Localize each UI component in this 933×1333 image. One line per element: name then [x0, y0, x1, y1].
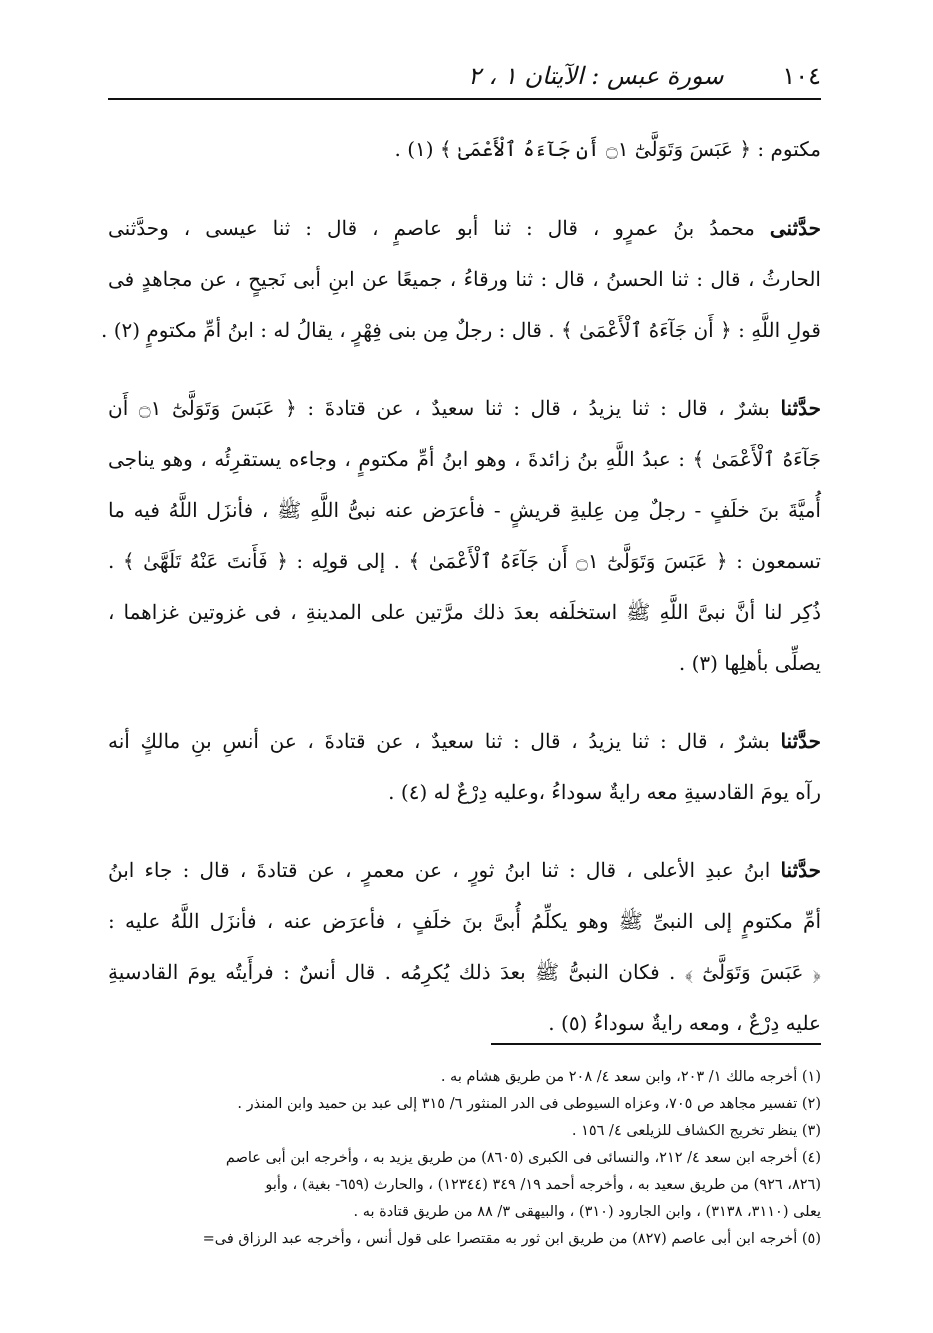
footnote-line: (٤) أخرجه ابن سعد ٤/ ٢١٢، والنسائى فى الكبرى (٨٦٠٥) من طريق يزيد به ، وأخرجه ابن أبى عاصم — [225, 1150, 821, 1166]
text-line — [108, 203, 821, 254]
header-rule — [108, 98, 821, 100]
isnad-word: حدَّثنا — [780, 858, 821, 882]
paragraph-3 — [108, 383, 821, 689]
page-header — [108, 56, 821, 96]
text-line: جَآءَهُ ٱلْأَعْمَىٰ ﴾ : عبدُ اللَّهِ بنُ زائدةَ ، وهو ابنُ أمِّ مكتومٍ ، وجاءه يستقرِئُه ، وهو يناجى — [108, 447, 821, 471]
footnote-line: (٨٢٦، ٩٢٦) من طريق سعيد به ، وأخرجه أحمد ١٩/ ٣٤٩ (١٢٣٤٤) ، والحارث (٦٥٩- بغية) ، وأبو — [265, 1177, 821, 1193]
footnote-line: يعلى (٣١١٠، ٣١٣٨) ، وابن الجارود (٣١٠) ، والبيهقى ٣/ ٨٨ من طريق قتادة به . — [353, 1204, 821, 1220]
text-line: عليه دِرْعٌ ، ومعه رايةٌ سوداءُ (٥) . — [548, 1011, 821, 1035]
main-text — [100, 124, 821, 1076]
paragraph-1 — [108, 124, 821, 175]
page-number: ١٠٤ — [782, 62, 821, 90]
text-line: أمِّ مكتومٍ إلى النبىِّ ﷺ وهو يكلِّمُ أُبىَّ بنَ خلَفٍ ، فأعرَض عنه ، فأنزَل اللَّهُ عليه : — [108, 909, 821, 933]
paragraph-5 — [108, 845, 821, 1049]
text-run: بشرٌ ، قال : ثنا يزيدُ ، قال : ثنا سعيدٌ ، عن قتادةَ : ﴿ عَبَسَ وَتَوَلَّىٰٓ ۝١ أَن — [108, 396, 781, 420]
footnote-line: (٢) تفسير مجاهد ص ٧٠٥، وعزاه السيوطى فى الدر المنثور ٦/ ٣١٥ إلى عبد بن حميد وابن المنذر . — [237, 1096, 821, 1112]
running-title: سورة عبس : الآيتان ١ ، ٢ — [468, 62, 724, 90]
text-line: الحارثُ ، قال : ثنا الحسنُ ، قال : ثنا ورقاءُ ، جميعًا عن ابنِ أبى نَجيحٍ ، عن مجاهدٍ فى — [108, 267, 821, 291]
text-line: ﴿ عَبَسَ وَتَوَلَّىٰٓ ﴾ . فكان النبىُّ ﷺ بعدَ ذلك يُكرِمُه . قال أنسٌ : فرأَيتُه يومَ القادسيةِ — [108, 960, 821, 984]
footnote-line: (١) أخرجه مالك ١/ ٢٠٣، وابن سعد ٤/ ٢٠٨ من طريق هشام به . — [440, 1069, 821, 1085]
text-line: يصلِّى بأهلِها (٣) . — [678, 651, 821, 675]
footnote-separator — [491, 1043, 821, 1045]
text-line: ذُكِر لنا أنَّ نبىَّ اللَّهِ ﷺ استخلَفه بعدَ ذلك مرَّتين على المدينةِ ، فى غزوتين غزاهما ، — [108, 600, 821, 624]
footnotes — [108, 1064, 821, 1253]
footnote-line: (٥) أخرجه ابن أبى عاصم (٨٢٧) من طريق ابن ثور به مقتصرا على قول أنس ، وأخرجه عبد الرزاق فى= — [202, 1231, 821, 1247]
isnad-word: حدَّثنا — [780, 729, 821, 753]
paragraph-4 — [108, 716, 821, 818]
text-line — [108, 845, 821, 896]
text-line: مكتوم : ﴿ عَبَسَ وَتَوَلَّىٰٓ ۝١ أَن جَآءَهُ ٱلْأَعْمَىٰ ﴾ (١) . — [394, 137, 821, 161]
text-line: تسمعون : ﴿ عَبَسَ وَتَوَلَّىٰٓ ۝١ أَن جَآءَهُ ٱلْأَعْمَىٰ ﴾ . إلى قولِه : ﴿ فَأَنتَ عَنْهُ تَلَهَّىٰ ﴾ . — [108, 549, 821, 573]
text-line: رآه يومَ القادسيةِ معه رايةٌ سوداءُ ،وعليه دِرْعٌ له (٤) . — [388, 780, 821, 804]
text-line: أُميَّةَ بنَ خلَفٍ - رجلٌ مِن عِليةِ قريشٍ - فأعرَض عنه نبىُّ اللَّهِ ﷺ ، فأنزَل اللَّهُ فيه ما — [108, 498, 821, 522]
text-run: محمدُ بنُ عمرٍو ، قال : ثنا أبو عاصمٍ ، قال : ثنا عيسى ، وحدَّثنى — [108, 216, 770, 240]
isnad-word: حدَّثنا — [780, 396, 821, 420]
text-line — [108, 716, 821, 767]
text-line: قولِ اللَّهِ : ﴿ أَن جَآءَهُ ٱلْأَعْمَىٰ ﴾ . قال : رجلٌ مِن بنى فِهْرٍ ، يقالُ له : ابنُ أمِّ مكتومٍ (٢) . — [100, 318, 821, 342]
paragraph-2 — [100, 203, 821, 356]
footnote-line: (٣) ينظر تخريج الكشاف للزيلعى ٤/ ١٥٦ . — [571, 1123, 821, 1139]
text-run: ابنُ عبدِ الأعلى ، قال : ثنا ابنُ ثورٍ ، عن معمرٍ ، عن قتادةَ ، قال : جاء ابنُ — [108, 858, 781, 882]
isnad-word: حدَّثنى — [769, 216, 821, 240]
text-line — [108, 383, 821, 434]
text-run: بشرٌ ، قال : ثنا يزيدُ ، قال : ثنا سعيدٌ ، عن قتادةَ ، عن أنسِ بنِ مالكٍ أنه — [108, 729, 781, 753]
